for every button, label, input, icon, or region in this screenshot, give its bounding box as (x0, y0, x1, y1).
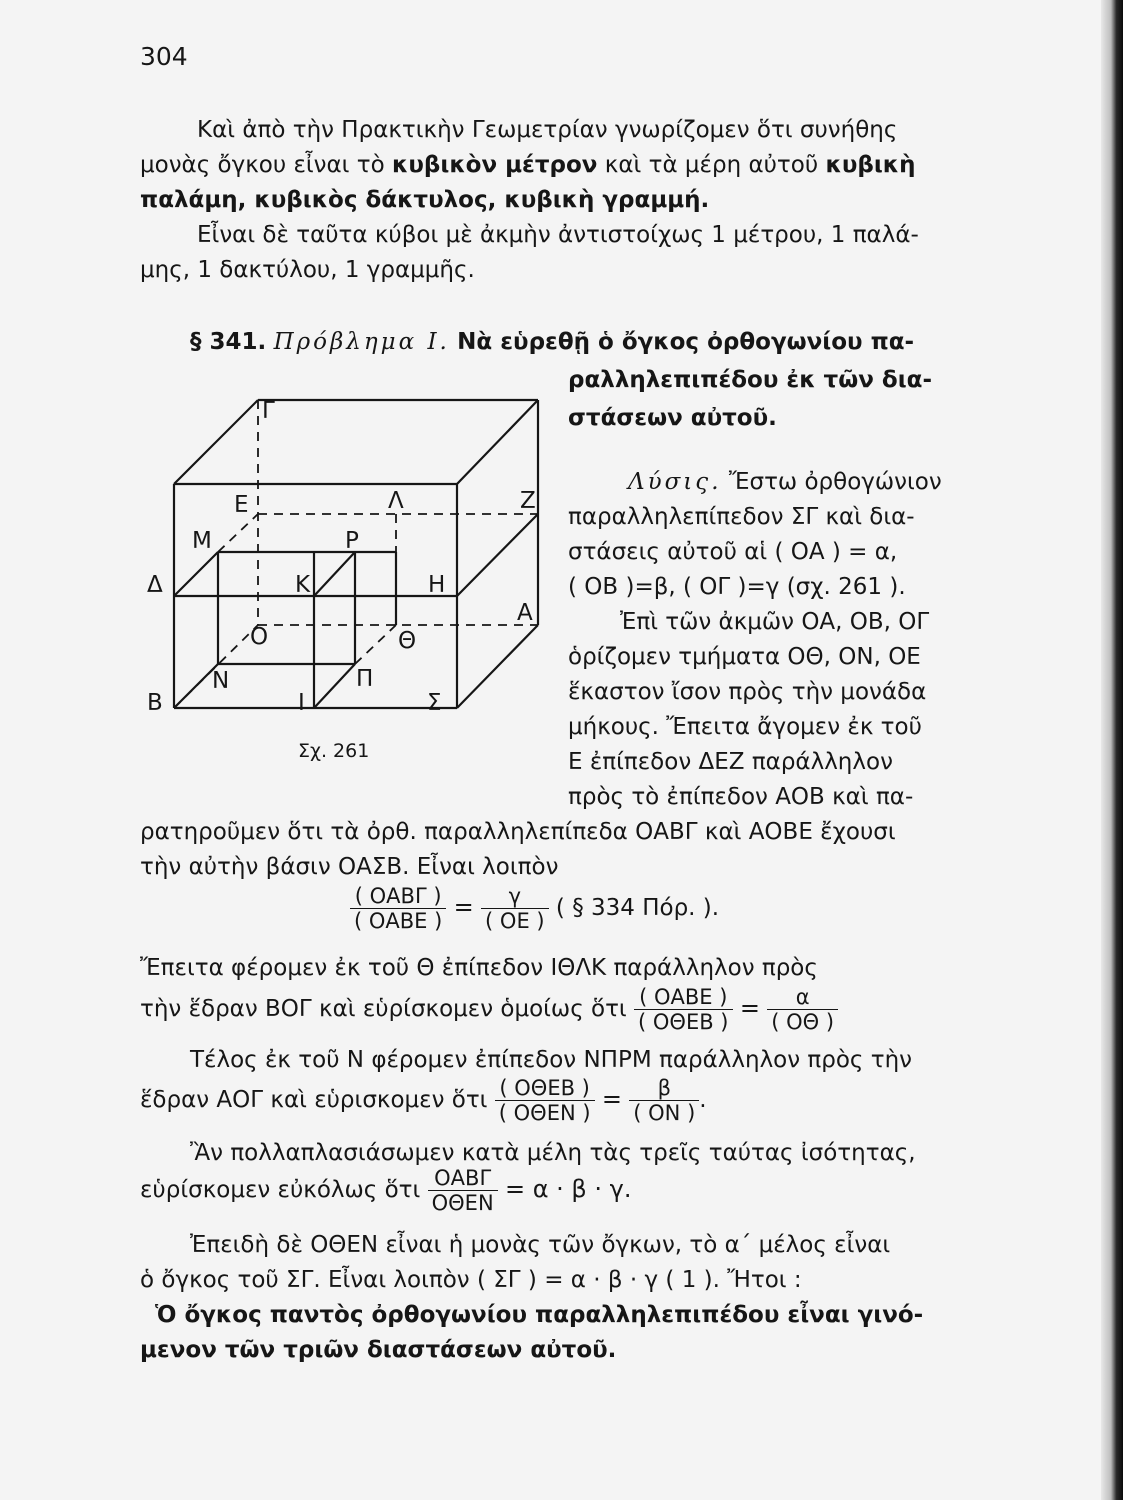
solution-line: στάσεις αὐτοῦ αἱ ( ΟΑ ) = α, (568, 539, 898, 565)
vertex-label: Α (517, 600, 533, 626)
vertex-label: Γ (262, 398, 275, 424)
section-title: Νὰ εὑρεθῇ ὁ ὄγκος ὀρθογωνίου πα- (457, 329, 915, 355)
fraction: $\frac{\beta}{( ON )}$ (629, 1076, 699, 1125)
section-title-line: στάσεων αὐτοῦ. (568, 405, 777, 431)
vertex-label: Ρ (345, 528, 359, 554)
equation-4: εὑρίσκομεν εὐκόλως ὅτι $\frac{\text{ΟΑΒΓ}}{\text{ΟΘΕΝ}}$ = α · β · γ. (140, 1166, 632, 1215)
vertex-label: Ζ (520, 488, 536, 514)
vertex-label: Ε (234, 492, 249, 518)
theorem-line: Ὁ ὄγκος παντὸς ὀρθογωνίου παραλληλεπιπέδου εἶναι γινό- (155, 1302, 924, 1328)
text-line: Τέλος ἐκ τοῦ Ν φέρομεν ἐπίπεδον ΝΠΡΜ παράλληλον πρὸς τὴν (190, 1047, 913, 1073)
fraction: $\frac{\text{( ΟΑΒΕ )}}{\text{( ΟΘΕΒ )}}$ (634, 985, 732, 1034)
solution-line: ἕκαστον ἴσον πρὸς τὴν μονάδα (568, 679, 927, 705)
vertex-label: Μ (192, 528, 212, 554)
vertex-label: Δ (147, 572, 163, 598)
solution-line: παραλληλεπίπεδον ΣΓ καὶ δια- (568, 504, 915, 530)
vertex-label: Ν (212, 668, 230, 694)
text-line: Ἔπειτα φέρομεν ἐκ τοῦ Θ ἐπίπεδον ΙΘΛΚ παράλληλον πρὸς (140, 955, 818, 981)
reference: ( § 334 Πόρ. ). (555, 895, 720, 921)
solution-line: μήκους. Ἔπειτα ἄγομεν ἐκ τοῦ (568, 714, 922, 740)
vertex-label: Π (356, 666, 374, 692)
vertex-label: Κ (295, 572, 311, 598)
vertex-label: Σ (427, 690, 442, 716)
page-number: 304 (140, 42, 188, 71)
solution-label: Λύσις. (628, 469, 722, 495)
solution-line: ( ΟΒ )=β, ( ΟΓ )=γ (σχ. 261 ). (568, 574, 906, 600)
section-title-line: ραλληλεπιπέδου ἐκ τῶν δια- (568, 367, 933, 393)
equation-2: τὴν ἕδραν ΒΟΓ καὶ εὑρίσκομεν ὁμοίως ὅτι $\frac{\text{( ΟΑΒΕ )}}{\text{( ΟΘΕΒ )}}$ = $\frac{\alpha}{( O\Theta )}$ (140, 985, 838, 1034)
fraction: $\frac{\text{( ΟΑΒΓ )}}{\text{( ΟΑΒΕ )}}$ (350, 884, 446, 933)
solution-line: ὁρίζομεν τμήματα ΟΘ, ΟΝ, ΟΕ (568, 644, 921, 670)
text-line: μης, 1 δακτύλου, 1 γραμμῆς. (140, 257, 475, 283)
equation-1: $\frac{\text{( ΟΑΒΓ )}}{\text{( ΟΑΒΕ )}}$ = $\frac{\gamma}{( OE )}$ ( § 334 Πόρ. ). (350, 884, 719, 933)
vertex-label: Β (147, 690, 163, 716)
solution-line: Ἐπὶ τῶν ἀκμῶν ΟΑ, ΟΒ, ΟΓ (620, 609, 930, 635)
fraction: $\frac{\text{( ΟΘΕΒ )}}{\text{( ΟΘΕΝ )}}$ (495, 1076, 595, 1125)
section-number: § 341. (190, 329, 267, 355)
vertex-label: Λ (388, 488, 404, 514)
text-line: τὴν αὐτὴν βάσιν ΟΑΣΒ. Εἶναι λοιπὸν (140, 854, 559, 880)
solution-line: Ε ἐπίπεδον ΔΕΖ παράλληλον (568, 749, 893, 775)
fraction: $\frac{\alpha}{( O\Theta )}$ (767, 985, 838, 1034)
fraction: $\frac{\text{ΟΑΒΓ}}{\text{ΟΘΕΝ}}$ (428, 1166, 498, 1215)
text-line: Ἂν πολλαπλασιάσωμεν κατὰ μέλη τὰς τρεῖς ταύτας ἰσότητας, (190, 1140, 916, 1166)
section-label: Πρόβλημα Ι. (273, 329, 450, 355)
vertex-label: Θ (398, 628, 417, 654)
equation-3: ἕδραν ΑΟΓ καὶ εὑρισκομεν ὅτι $\frac{\text{( ΟΘΕΒ )}}{\text{( ΟΘΕΝ )}}$ = $\frac{\beta}{( ON )}$ . (140, 1076, 707, 1125)
figure-caption: Σχ. 261 (298, 740, 370, 762)
text-run: μονὰς ὄγκου εἶναι τὸ κυβικὸν μέτρον καὶ τὰ μέρη αὐτοῦ κυβικὴ (140, 152, 916, 178)
text-line: παλάμη, κυβικὸς δάκτυλος, κυβικὴ γραμμή. (140, 187, 710, 213)
text-line: Εἶναι δὲ ταῦτα κύβοι μὲ ἀκμὴν ἀντιστοίχως 1 μέτρου, 1 παλά- (197, 222, 919, 248)
solution-line: πρὸς τὸ ἐπίπεδον ΑΟΒ καὶ πα- (568, 784, 914, 810)
vertex-label: Ο (250, 624, 269, 650)
vertex-label: Ι (298, 690, 305, 716)
text-line (0, 145, 1123, 185)
solution-line: Λύσις. Ἔστω ὀρθογώνιον (628, 469, 942, 495)
text-line: Καὶ ἀπὸ τὴν Πρακτικὴν Γεωμετρίαν γνωρίζομεν ὅτι συνήθης (197, 117, 898, 143)
text-line: Ἐπειδὴ δὲ ΟΘΕΝ εἶναι ἡ μονὰς τῶν ὄγκων, τὸ α΄ μέλος εἶναι (190, 1232, 891, 1258)
text-line: ὁ ὄγκος τοῦ ΣΓ. Εἶναι λοιπὸν ( ΣΓ ) = α · β · γ ( 1 ). Ἤτοι : (140, 1267, 802, 1293)
fraction: $\frac{\gamma}{( OE )}$ (481, 884, 549, 933)
theorem-line: μενον τῶν τριῶν διαστάσεων αὐτοῦ. (140, 1337, 617, 1363)
section-heading (0, 322, 1123, 362)
text-line: ρατηροῦμεν ὅτι τὰ ὀρθ. παραλληλεπίπεδα ΟΑΒΓ καὶ ΑΟΒΕ ἔχουσι (140, 819, 896, 845)
vertex-label: Η (428, 572, 446, 598)
